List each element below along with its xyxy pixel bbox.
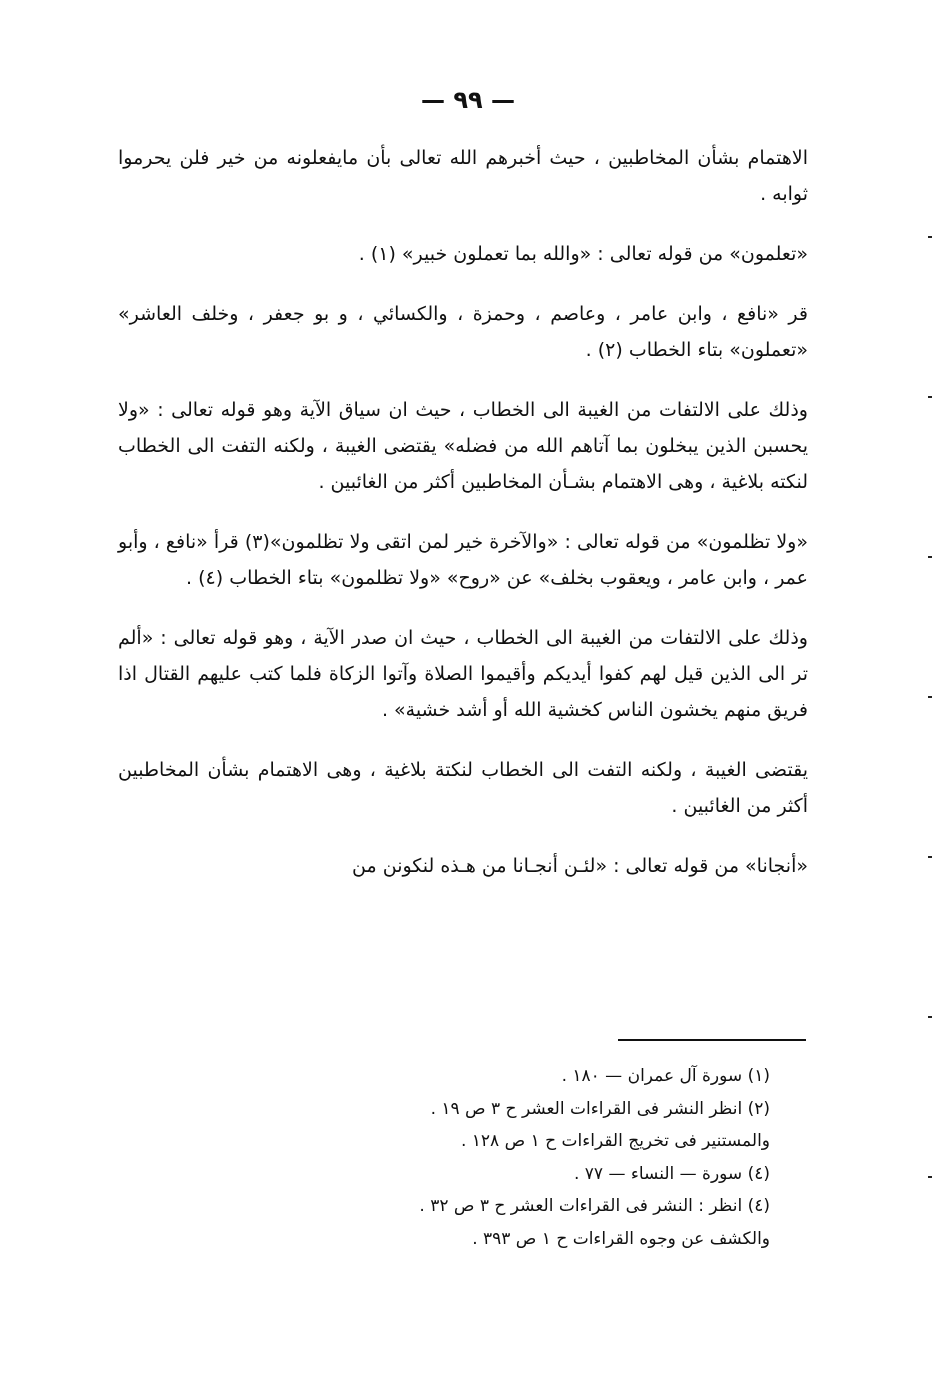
footnotes [240, 1060, 770, 1255]
paragraph-4: وذلك على الالتفات من الغيبة الى الخطاب ، حيث ان سياق الآية وهو قوله تعالى : «ولا يحسبن الذين يبخلون بما آتاهم الله من فضله» يقتضى الغيبة ، ولكنه التفت الى الخطاب لنكته بلاغية ، وهى الاهتمام بشـأن المخاطبين أكثر من الغائبين . [118, 399, 808, 493]
footnote-1: (١) سورة آل عمران — ١٨٠ . [561, 1066, 770, 1086]
footnote-2-cont: والمستنير فى تخريج القراءات ح ١ ص ١٢٨ . [460, 1131, 770, 1151]
scan-margin-mark [928, 556, 932, 558]
footnote-3: (٤) سورة — النساء — ٧٧ . [573, 1163, 770, 1184]
footnote-4-cont: والكشف عن وجوه القراءات ح ١ ص ٣٩٣ . [472, 1228, 770, 1249]
footnote-2: (٢) انظر النشر فى القراءات العشر ح ٣ ص ١٩ . [430, 1098, 770, 1119]
footnote-separator [618, 1039, 806, 1041]
scan-margin-mark [928, 236, 932, 238]
paragraph-1: الاهتمام بشأن المخاطبين ، حيث أخبرهم الله تعالى بأن مايفعلونه من خير فلن يحرموا ثوابه . [118, 147, 808, 205]
scan-margin-mark [928, 696, 932, 698]
scan-margin-mark [928, 1176, 932, 1178]
paragraph-5: «ولا تظلمون» من قوله تعالى : «والآخرة خير لمن اتقى ولا تظلمون»(٣) قرأ «نافع ، وأبو عمر ، وابن عامر ، ويعقوب بخلف» عن «روح» «ولا تظلمون» بتاء الخطاب (٤) . [118, 531, 808, 589]
paragraph-8: «أنجانا» من قوله تعالى : «لئـن أنجـانا من هـذه لنكونن من [352, 855, 808, 877]
paragraph-6: وذلك على الالتفات من الغيبة الى الخطاب ، حيث ان صدر الآية ، وهو قوله تعالى : «ألم تر الى الذين قيل لهم كفوا أيديكم وأقيموا الصلاة وآتوا الزكاة فلما كتب عليهم القتال اذا فريق منهم يخشون الناس كخشية الله أو أشد خشية» . [118, 627, 808, 721]
scan-margin-mark [928, 1016, 932, 1018]
footnote-4: (٤) انظر : النشر فى القراءات العشر ح ٣ ص ٣٢ . [419, 1196, 770, 1216]
page-number: — ٩٩ — [420, 86, 515, 114]
paragraph-3: قر «نافع ، وابن عامر ، وعاصم ، وحمزة ، والكسائي ، و بو جعفر ، وخلف العاشر» «تعملون» بتاء الخطاب (٢) . [118, 303, 808, 361]
paragraph-7: يقتضى الغيبة ، ولكنه التفت الى الخطاب لنكتة بلاغية ، وهى الاهتمام بشأن المخاطبين أكثر من الغائبين . [118, 759, 808, 817]
scan-margin-mark [928, 856, 932, 858]
body-text [118, 140, 808, 908]
paragraph-2: «تعلمون» من قوله تعالى : «والله بما تعملون خبير» (١) . [358, 243, 808, 265]
scan-margin-mark [928, 396, 932, 398]
